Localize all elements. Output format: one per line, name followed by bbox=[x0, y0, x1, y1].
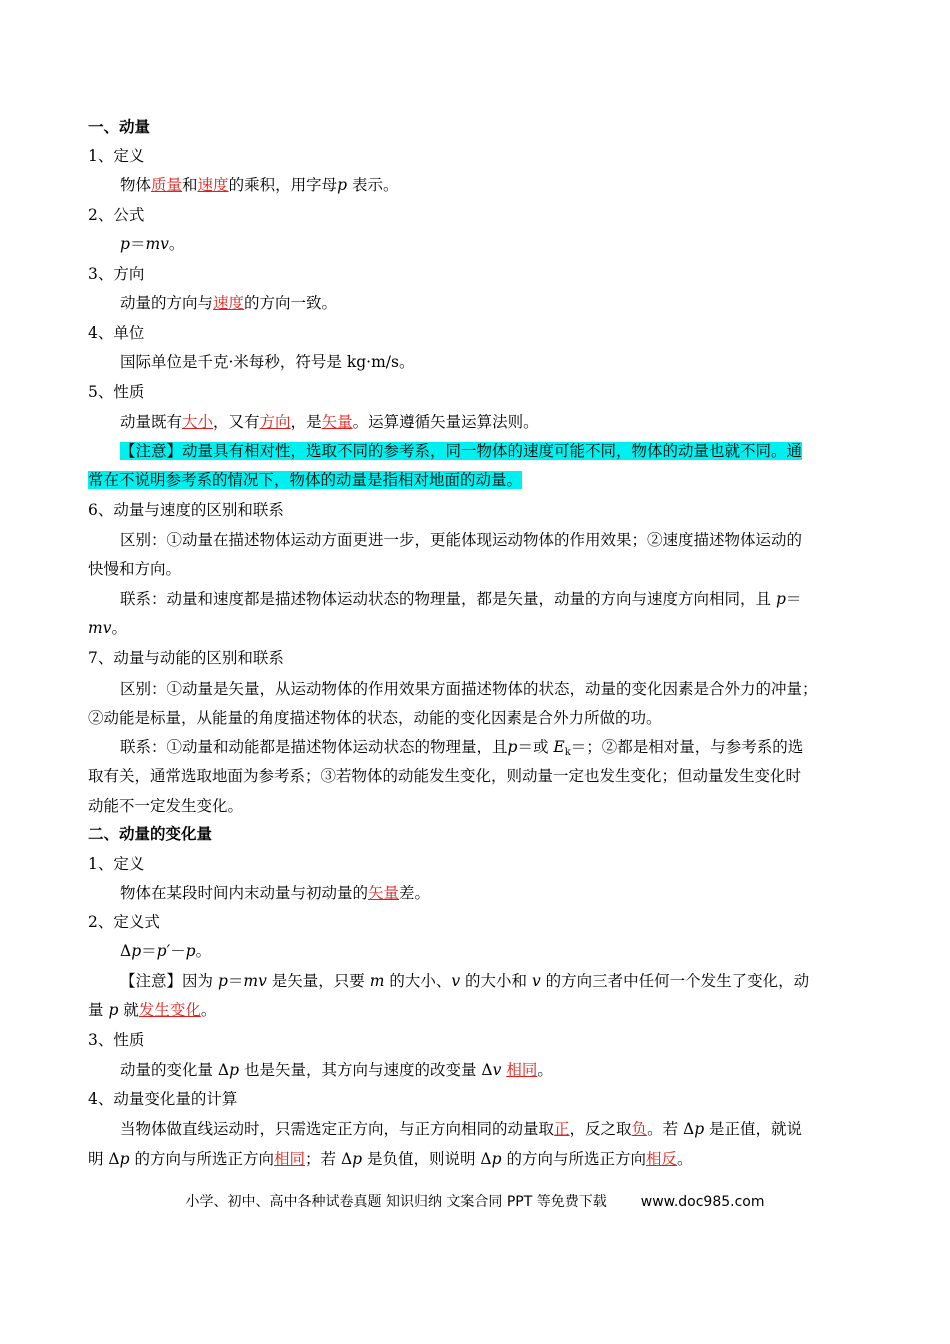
section-1-title: 一、动量 bbox=[88, 118, 151, 136]
answer-velocity-2: 速度 bbox=[213, 294, 245, 312]
momentum-kinetic-link-2: 取有关，通常选取地面为参考系；③若物体的动能发生变化，则动量一定也发生变化；但动量发生变化时 bbox=[88, 767, 802, 785]
change-note-line-2: 量 p 就发生变化。 bbox=[88, 1001, 217, 1019]
sub-heading-formula: 2、公式 bbox=[88, 206, 145, 224]
answer-negative: 负 bbox=[631, 1120, 648, 1138]
sub-heading-change-property: 3、性质 bbox=[88, 1031, 145, 1049]
footer-site-link[interactable]: www.doc985.com bbox=[640, 1194, 765, 1210]
momentum-velocity-diff-2: 快慢和方向。 bbox=[88, 560, 182, 578]
sub-heading-change-definition: 1、定义 bbox=[88, 855, 145, 873]
answer-mass: 质量 bbox=[151, 176, 183, 194]
momentum-kinetic-link-1: 联系：①动量和动能都是描述物体运动状态的物理量，且p＝或 $E_k=$；②都是相对量，与参考系的选 bbox=[120, 738, 804, 758]
sub-heading-property: 5、性质 bbox=[88, 383, 145, 401]
momentum-velocity-link-1: 联系：动量和速度都是描述物体运动状态的物理量，都是矢量，动量的方向与速度方向相同，且 p＝ bbox=[120, 590, 802, 608]
note-highlight-line-1: 【注意】动量具有相对性，选取不同的参考系，同一物体的速度可能不同，物体的动量也就不同。通 bbox=[120, 442, 803, 460]
change-property-text: 动量的变化量 Δp 也是矢量，其方向与速度的改变量 Δv 相同。 bbox=[120, 1061, 553, 1079]
answer-magnitude: 大小 bbox=[182, 413, 214, 431]
answer-vector: 矢量 bbox=[321, 413, 353, 431]
momentum-kinetic-diff-1: 区别：①动量是矢量，从运动物体的作用效果方面描述物体的状态，动量的变化因素是合外力的冲量； bbox=[120, 680, 818, 698]
sub-heading-definition: 1、定义 bbox=[88, 147, 145, 165]
sub-heading-direction: 3、方向 bbox=[88, 265, 145, 283]
change-calculation-line-2: 明 Δp 的方向与所选正方向相同；若 Δp 是负值，则说明 Δp 的方向与所选正方向相反。 bbox=[88, 1150, 693, 1168]
property-text: 动量既有大小，又有方向，是矢量。运算遵循矢量运算法则。 bbox=[120, 413, 539, 431]
answer-positive: 正 bbox=[554, 1120, 570, 1138]
sub-heading-change-calculation: 4、动量变化量的计算 bbox=[88, 1090, 238, 1108]
page-footer bbox=[0, 1192, 950, 1212]
momentum-kinetic-diff-2: ②动能是标量，从能量的角度描述物体的状态，动能的变化因素是合外力所做的功。 bbox=[88, 709, 662, 727]
momentum-kinetic-link-3: 动能不一定发生变化。 bbox=[88, 797, 244, 815]
sub-heading-change-formula: 2、定义式 bbox=[88, 913, 160, 931]
sub-heading-unit: 4、单位 bbox=[88, 324, 145, 342]
unit-text: 国际单位是千克·米每秒，符号是 kg·m/s。 bbox=[120, 353, 415, 371]
change-note-line-1: 【注意】因为 p＝mv 是矢量，只要 m 的大小、v 的大小和 v 的方向三者中任何一个发生了变化，动 bbox=[120, 972, 810, 990]
momentum-velocity-link-2: mv。 bbox=[88, 619, 127, 637]
answer-changes: 发生变化 bbox=[138, 1001, 201, 1019]
answer-velocity: 速度 bbox=[197, 176, 229, 194]
change-definition-text: 物体在某段时间内末动量与初动量的矢量差。 bbox=[120, 884, 431, 902]
section-2-title: 二、动量的变化量 bbox=[88, 825, 213, 843]
answer-same: 相同 bbox=[506, 1061, 538, 1079]
sub-heading-momentum-vs-kinetic: 7、动量与动能的区别和联系 bbox=[88, 649, 284, 667]
sub-heading-momentum-vs-velocity: 6、动量与速度的区别和联系 bbox=[88, 501, 284, 519]
formula-text: p＝mv。 bbox=[120, 235, 185, 253]
footer-text: 小学、初中、高中各种试卷真题 知识归纳 文案合同 PPT 等免费下载 bbox=[185, 1194, 607, 1210]
change-calculation-line-1: 当物体做直线运动时，只需选定正方向，与正方向相同的动量取正，反之取负。若 Δp 是正值，就说 bbox=[120, 1120, 803, 1138]
direction-text: 动量的方向与速度的方向一致。 bbox=[120, 294, 338, 312]
answer-vector-difference: 矢量 bbox=[368, 884, 400, 902]
definition-text: 物体质量和速度的乘积，用字母p 表示。 bbox=[120, 176, 399, 194]
answer-same-direction: 相同 bbox=[274, 1150, 306, 1168]
change-formula-text: Δp＝p′－p。 bbox=[120, 942, 212, 960]
momentum-velocity-diff-1: 区别：①动量在描述物体运动方面更进一步，更能体现运动物体的作用效果；②速度描述物体运动的 bbox=[120, 531, 803, 549]
note-highlight-line-2: 常在不说明参考系的情况下，物体的动量是指相对地面的动量。 bbox=[88, 471, 523, 489]
answer-opposite-direction: 相反 bbox=[646, 1150, 678, 1168]
answer-direction: 方向 bbox=[259, 413, 291, 431]
